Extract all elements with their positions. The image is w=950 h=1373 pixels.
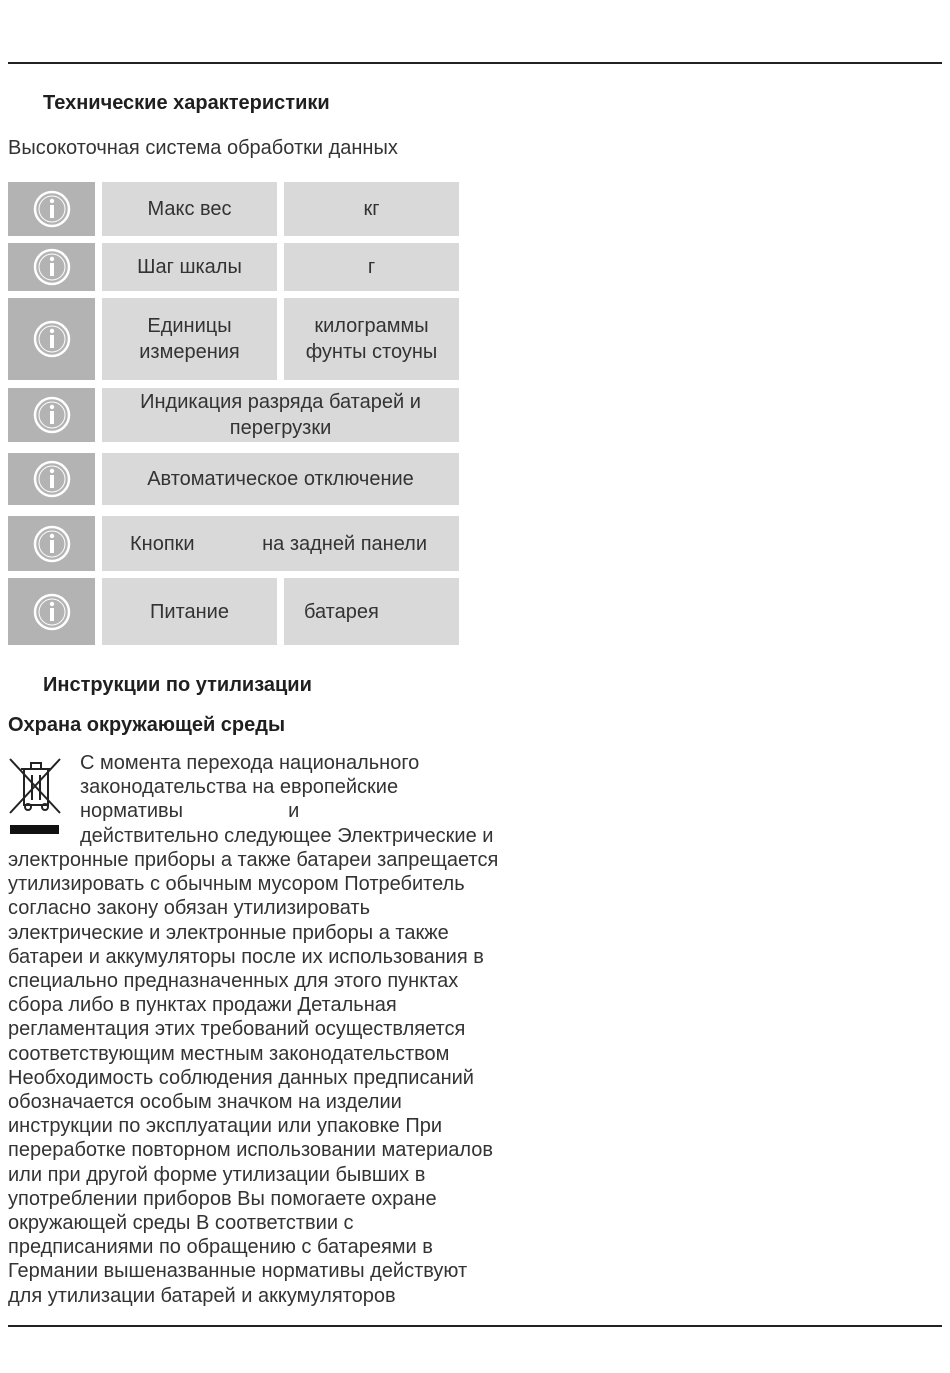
- info-glyph: [32, 189, 72, 229]
- spec-row-buttons: [8, 516, 459, 571]
- text-line: утилизировать с обычным мусором Потребитель: [8, 873, 465, 896]
- bottom-rule: [8, 1325, 942, 1327]
- info-icon: [8, 243, 95, 291]
- spec-left-text: Кнопки: [130, 532, 195, 555]
- spec-right-text: на задней панели: [262, 532, 427, 555]
- text-line: регламентация этих требований осуществляется: [8, 1018, 466, 1041]
- spec-row-auto-off: [8, 453, 459, 505]
- text-line: инструкции по эксплуатации или упаковке При: [8, 1115, 443, 1138]
- spec-text: Автоматическое отключение: [102, 453, 459, 505]
- disposal-indent-text: [80, 751, 493, 848]
- info-icon: [8, 182, 95, 236]
- spec-value: кг: [284, 182, 459, 236]
- text-line: соответствующим местным законодательством: [8, 1042, 450, 1065]
- text-line: законодательства на европейские: [80, 776, 399, 799]
- info-glyph: [32, 395, 72, 435]
- info-icon: [8, 578, 95, 645]
- spec-label: Питание: [102, 578, 277, 645]
- text-line: окружающей среды В соответствии с: [8, 1212, 354, 1235]
- info-icon: [8, 516, 95, 571]
- text-line: действительно следующее Электрические и: [80, 824, 494, 847]
- disposal-body-text: [8, 848, 498, 1308]
- text-line: обозначается особым значком на изделии: [8, 1091, 402, 1114]
- text-line: употреблении приборов Вы помогаете охране: [8, 1187, 437, 1210]
- spec-value-line: килограммы: [314, 315, 429, 337]
- spec-row-battery-indicator: [8, 388, 459, 442]
- spec-text: [102, 388, 459, 442]
- text-line: С момента перехода национального: [80, 752, 420, 774]
- crossed-out-bin-icon: [8, 755, 62, 837]
- text-line: электронные приборы а также батареи запрещается: [8, 849, 499, 871]
- environment-subheading: Охрана окружающей среды: [8, 714, 286, 736]
- spec-label-line: Единицы: [147, 315, 232, 337]
- text-line: специально предназначенных для этого пунктах: [8, 970, 459, 993]
- info-icon: [8, 298, 95, 380]
- info-glyph: [32, 592, 72, 632]
- spec-value-line: фунты стоуны: [305, 341, 438, 363]
- text-line: и: [288, 800, 300, 823]
- spec-label: Шаг шкалы: [102, 243, 277, 291]
- disposal-heading: Инструкции по утилизации: [43, 674, 312, 696]
- text-line: или при другой форме утилизации бывших в: [8, 1163, 426, 1186]
- specs-intro: Высокоточная система обработки данных: [8, 137, 398, 159]
- specs-heading: Технические характеристики: [43, 92, 330, 114]
- spec-row-units: [8, 298, 459, 380]
- spec-value: [284, 298, 459, 380]
- text-line: переработке повторном использовании материалов: [8, 1139, 494, 1162]
- spec-label: [102, 298, 277, 380]
- spec-text-line: Индикация разряда батарей и: [140, 391, 421, 413]
- text-line: Германии вышеназванные нормативы действуют: [8, 1260, 468, 1283]
- info-glyph: [32, 319, 72, 359]
- spec-row-max-weight: [8, 182, 459, 236]
- text-line: предписаниями по обращению с батареями в: [8, 1236, 433, 1259]
- spec-row-power: [8, 578, 459, 645]
- spec-text-line: перегрузки: [229, 417, 332, 439]
- spec-row-division: [8, 243, 459, 291]
- spec-label-line: измерения: [139, 341, 240, 363]
- spec-value: батарея: [284, 578, 459, 645]
- spec-label: Макс вес: [102, 182, 277, 236]
- text-line: для утилизации батарей и аккумуляторов: [8, 1284, 396, 1307]
- spec-value: г: [284, 243, 459, 291]
- text-line: Необходимость соблюдения данных предписаний: [8, 1066, 474, 1089]
- text-line: нормативы: [80, 800, 184, 823]
- spec-text: [102, 516, 459, 571]
- info-glyph: [32, 459, 72, 499]
- text-line: согласно закону обязан утилизировать: [8, 897, 371, 920]
- info-icon: [8, 453, 95, 505]
- info-icon: [8, 388, 95, 442]
- top-rule: [8, 62, 942, 64]
- info-glyph: [32, 524, 72, 564]
- text-line: электрические и электронные приборы а также: [8, 921, 449, 944]
- text-line: сбора либо в пунктах продажи Детальная: [8, 994, 397, 1017]
- text-line: батареи и аккумуляторы после их использования в: [8, 945, 484, 968]
- info-glyph: [32, 247, 72, 287]
